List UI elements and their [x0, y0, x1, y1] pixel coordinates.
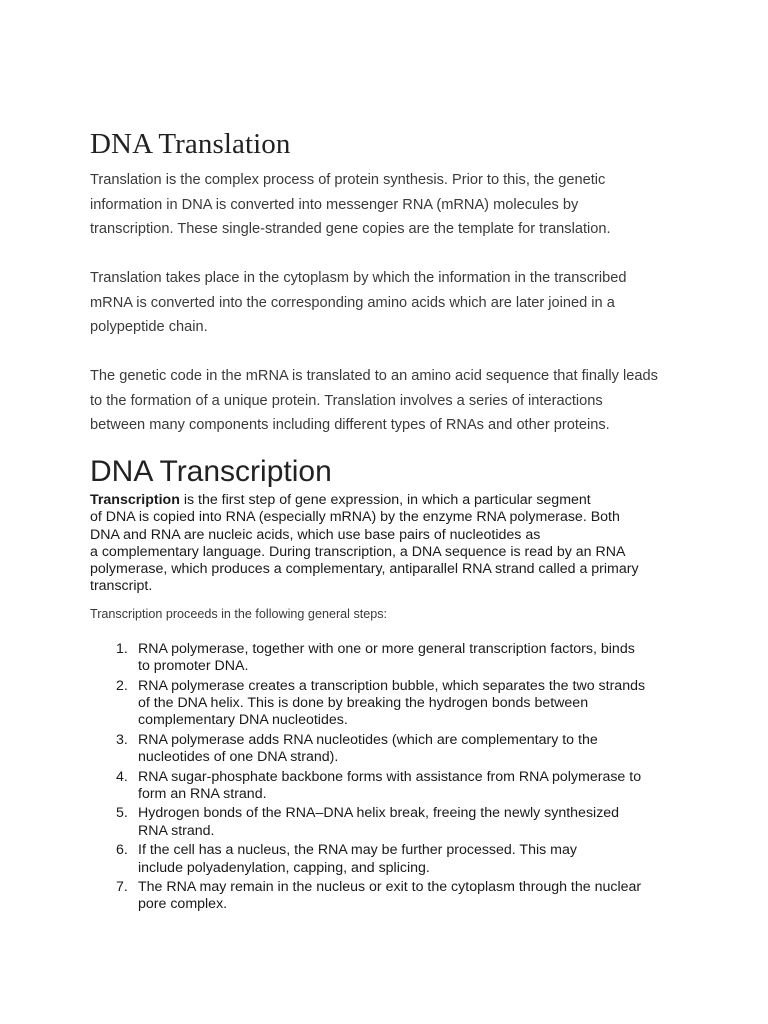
paragraph-line: transcript. — [90, 578, 153, 595]
transcription-heading: DNA Transcription — [90, 455, 332, 488]
list-item-line: pore complex. — [138, 896, 228, 913]
list-item-line: Hydrogen bonds of the RNA–DNA helix break, freeing the newly synthesized — [138, 805, 620, 822]
list-item — [90, 805, 710, 840]
paragraph-line: a complementary language. During transcription, a DNA sequence is read by an RNA — [90, 543, 626, 560]
transcription-steps-list — [90, 641, 710, 916]
paragraph-line: polypeptide chain. — [90, 319, 208, 335]
paragraph-line: between many components including different types of RNAs and other proteins. — [90, 417, 610, 433]
list-number: 2. — [116, 677, 128, 694]
paragraph-line: Translation takes place in the cytoplasm by which the information in the transcribed — [90, 270, 627, 286]
paragraph-line: information in DNA is converted into messenger RNA (mRNA) molecules by — [90, 196, 579, 213]
paragraph-line: mRNA is converted into the corresponding amino acids which are later joined in a — [90, 294, 615, 311]
list-item-line: nucleotides of one DNA strand). — [138, 749, 339, 766]
list-item-line: RNA sugar-phosphate backbone forms with assistance from RNA polymerase to — [138, 768, 642, 785]
transcription-paragraph — [90, 492, 700, 596]
list-item-line: RNA strand. — [138, 822, 215, 839]
translation-paragraph-2 — [90, 266, 690, 340]
list-item-line: The RNA may remain in the nucleus or exit to the cytoplasm through the nuclear — [138, 878, 642, 895]
list-item-line: of the DNA helix. This is done by breaking the hydrogen bonds between — [138, 695, 589, 712]
translation-paragraph-3 — [90, 364, 690, 438]
translation-heading: DNA Translation — [90, 128, 291, 160]
paragraph-line: The genetic code in the mRNA is translated to an amino acid sequence that finally leads — [90, 368, 658, 384]
paragraph-line: transcription. These single-stranded gene copies are the template for translation. — [90, 221, 611, 237]
transcription-term: Transcription — [90, 492, 180, 508]
list-item-line: to promoter DNA. — [138, 658, 249, 675]
list-number: 7. — [116, 878, 128, 895]
list-number: 5. — [116, 805, 128, 822]
list-item — [90, 641, 710, 676]
list-item — [90, 842, 710, 877]
list-item-line: include polyadenylation, capping, and splicing. — [138, 859, 430, 876]
list-item-line: RNA polymerase creates a transcription bubble, which separates the two strands — [138, 677, 646, 694]
list-number: 3. — [116, 731, 128, 748]
list-item — [90, 879, 710, 914]
list-item-line: complementary DNA nucleotides. — [138, 712, 348, 729]
steps-intro: Transcription proceeds in the following general steps: — [90, 607, 388, 621]
paragraph-line: polymerase, which produces a complementary, antiparallel RNA strand called a primary — [90, 561, 639, 578]
list-number: 1. — [116, 641, 128, 657]
paragraph-line-text: is the first step of gene expression, in which a particular segment — [179, 492, 591, 508]
list-item — [90, 769, 710, 804]
paragraph-line: to the formation of a unique protein. Translation involves a series of interactions — [90, 392, 603, 409]
list-item — [90, 732, 710, 767]
list-item-line: form an RNA strand. — [138, 785, 267, 802]
list-item-line: RNA polymerase, together with one or more general transcription factors, binds — [138, 641, 635, 657]
translation-paragraph-1 — [90, 168, 690, 242]
list-item-line: If the cell has a nucleus, the RNA may be further processed. This may — [138, 842, 577, 859]
list-item — [90, 678, 710, 730]
list-number: 6. — [116, 842, 128, 859]
paragraph-line: Translation is the complex process of protein synthesis. Prior to this, the genetic — [90, 172, 606, 188]
paragraph-line — [90, 492, 700, 509]
list-item-line: RNA polymerase adds RNA nucleotides (which are complementary to the — [138, 731, 598, 748]
list-number: 4. — [116, 768, 128, 785]
paragraph-line: of DNA is copied into RNA (especially mRNA) by the enzyme RNA polymerase. Both — [90, 509, 620, 526]
paragraph-line: DNA and RNA are nucleic acids, which use base pairs of nucleotides as — [90, 526, 541, 543]
